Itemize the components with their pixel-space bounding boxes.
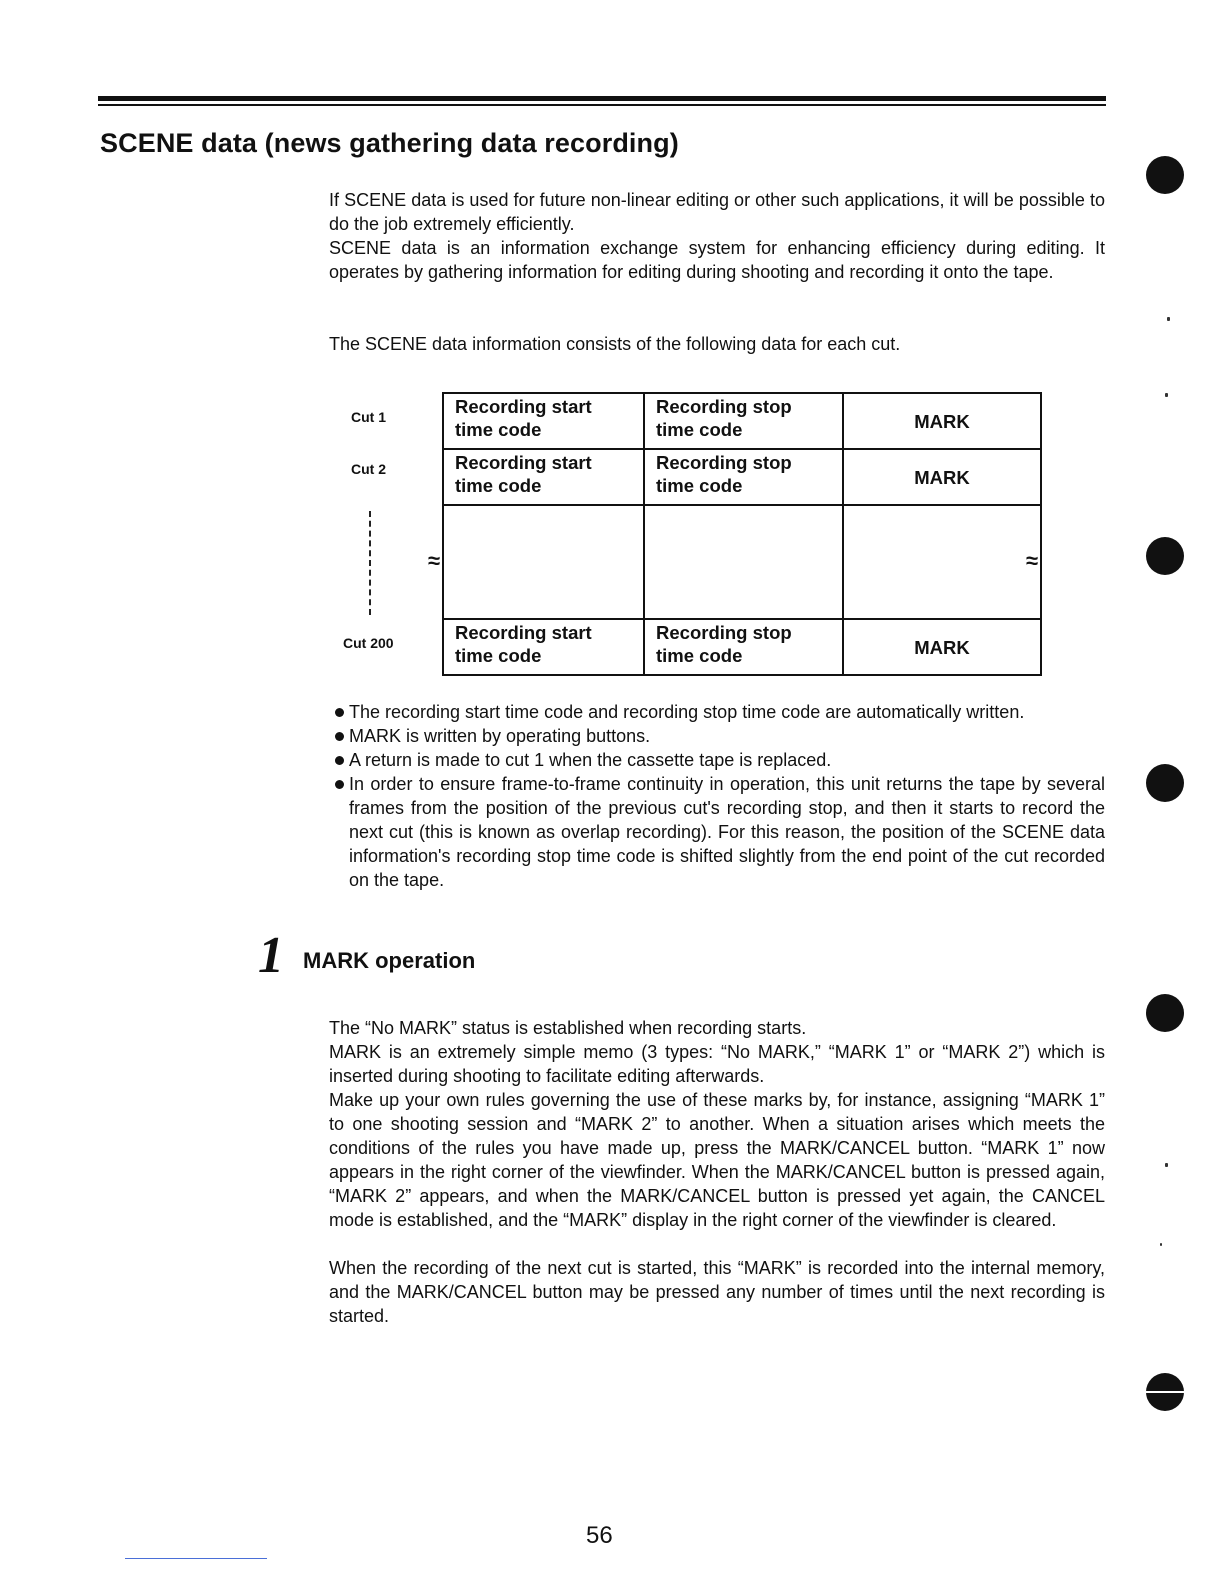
header-rule-thin bbox=[98, 104, 1106, 106]
note-item: MARK is written by operating buttons. bbox=[333, 724, 1105, 748]
mark-paragraph-2: MARK is an extremely simple memo (3 types: “No MARK,” “MARK 1” or “MARK 2”) which is inserted during shooting to facilitate editing afterwards. bbox=[329, 1042, 1105, 1086]
recording-start-cell: Recording start time code bbox=[442, 618, 645, 676]
gap-cell bbox=[442, 504, 645, 620]
break-mark-icon: ≈ bbox=[428, 548, 441, 573]
mark-paragraph-3: Make up your own rules governing the use of these marks by, for instance, assigning “MARK 1” to one shooting session and “MARK 2” to another. When a situation arises which meets the conditions of the rules you have made up, press the MARK/CANCEL button. “MARK 1” now appears in the right corner of the viewfinder. When the MARK/CANCEL button is pressed again, “MARK 2” appears, and when the MARK/CANCEL button is pressed yet again, the CANCEL mode is established, and the “MARK” display in the right corner of the viewfinder is cleared. bbox=[329, 1090, 1105, 1230]
header-rule-thick bbox=[98, 96, 1106, 101]
binding-hole-icon bbox=[1146, 764, 1184, 802]
binding-hole-icon bbox=[1146, 1373, 1184, 1411]
mark-cell: MARK bbox=[842, 392, 1042, 450]
notes-list bbox=[333, 700, 1105, 892]
binding-hole-icon bbox=[1146, 994, 1184, 1032]
recording-stop-cell: Recording stop time code bbox=[643, 392, 844, 450]
page-number: 56 bbox=[586, 1522, 613, 1549]
recording-stop-cell: Recording stop time code bbox=[643, 618, 844, 676]
mark-cell: MARK bbox=[842, 448, 1042, 506]
recording-start-cell: Recording start time code bbox=[442, 392, 645, 450]
mark-paragraph-1: The “No MARK” status is established when recording starts. bbox=[329, 1018, 807, 1038]
section-title: SCENE data (news gathering data recording) bbox=[100, 128, 679, 158]
binding-hole-icon bbox=[1146, 537, 1184, 575]
speck-mark bbox=[1167, 317, 1170, 321]
step-number: 1 bbox=[258, 927, 284, 984]
cut-label: Cut 200 bbox=[343, 635, 394, 651]
speck-mark bbox=[1165, 1163, 1168, 1167]
gap-cell bbox=[842, 504, 1042, 620]
speck-mark bbox=[1165, 393, 1168, 397]
recording-stop-cell: Recording stop time code bbox=[643, 448, 844, 506]
cut-label: Cut 2 bbox=[351, 461, 386, 477]
footer-line bbox=[125, 1558, 267, 1559]
step-title: MARK operation bbox=[303, 948, 476, 973]
cut-label: Cut 1 bbox=[351, 409, 386, 425]
note-item: A return is made to cut 1 when the cassette tape is replaced. bbox=[333, 748, 1105, 772]
scene-grid bbox=[428, 392, 1042, 676]
intro-paragraph-1: If SCENE data is used for future non-linear editing or other such applications, it will be possible to do the job extremely efficiently. bbox=[329, 190, 1105, 234]
gap-cell bbox=[643, 504, 844, 620]
break-mark-icon: ≈ bbox=[1026, 548, 1039, 573]
gap-top-rule bbox=[442, 504, 1042, 506]
speck-mark bbox=[1160, 1243, 1162, 1246]
binding-hole-icon bbox=[1146, 156, 1184, 194]
continuation-dashed-line bbox=[369, 511, 371, 615]
mark-paragraph-4: When the recording of the next cut is started, this “MARK” is recorded into the internal memory, and the MARK/CANCEL button may be pressed any number of times until the next recording is started. bbox=[329, 1258, 1105, 1326]
note-item: The recording start time code and recording stop time code are automatically written. bbox=[333, 700, 1105, 724]
note-item: In order to ensure frame-to-frame continuity in operation, this unit returns the tape by several frames from the position of the previous cut's recording stop, and then it starts to record the next cut (this is known as overlap recording). For this reason, the position of the SCENE data information's recording stop time code is shifted slightly from the end point of the cut recorded on the tape. bbox=[333, 772, 1105, 892]
intro-paragraph-2: SCENE data is an information exchange system for enhancing efficiency during editing. It operates by gathering information for editing during shooting and recording it onto the tape. bbox=[329, 238, 1105, 282]
intro-paragraph-3: The SCENE data information consists of the following data for each cut. bbox=[329, 334, 901, 354]
mark-cell: MARK bbox=[842, 618, 1042, 676]
recording-start-cell: Recording start time code bbox=[442, 448, 645, 506]
